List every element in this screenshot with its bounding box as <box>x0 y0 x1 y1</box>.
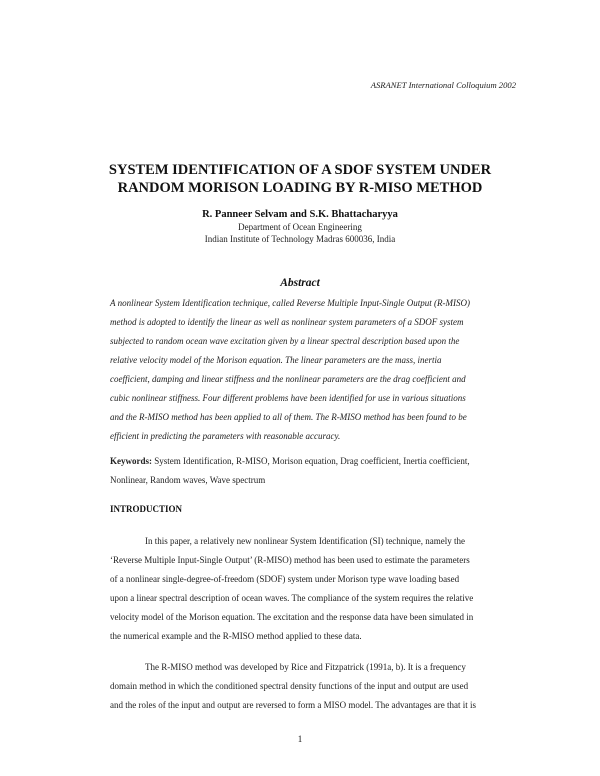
paragraph-line: upon a linear spectral description of ocean waves. The compliance of the system requires the relative <box>110 593 474 603</box>
abstract-line: relative velocity model of the Morison equation. The linear parameters are the mass, inertia <box>110 355 442 365</box>
abstract-line: coefficient, damping and linear stiffness and the nonlinear parameters are the drag coefficient and <box>110 374 466 384</box>
page-number: 1 <box>297 734 303 744</box>
paragraph-line: In this paper, a relatively new nonlinear System Identification (SI) technique, namely the <box>145 536 466 546</box>
paragraph-line: of a nonlinear single-degree-of-freedom (SDOF) system under Morison type wave loading based <box>110 574 460 584</box>
abstract-line: method is adopted to identify the linear as well as nonlinear system parameters of a SDOF system <box>110 317 464 327</box>
abstract-heading: Abstract <box>280 277 320 289</box>
keywords-label: Keywords: <box>110 456 152 466</box>
paragraph-line: the numerical example and the R-MISO method applied to these data. <box>110 631 362 641</box>
title-line: RANDOM MORISON LOADING BY R-MISO METHOD <box>117 180 483 196</box>
keywords-text: System Identification, R-MISO, Morison equation, Drag coefficient, Inertia coefficient, <box>154 456 470 466</box>
affiliation-department: Department of Ocean Engineering <box>238 222 362 232</box>
paper-title <box>60 161 540 197</box>
keywords <box>110 456 470 466</box>
running-header: ASRANET International Colloquium 2002 <box>370 80 516 90</box>
keywords-line: Nonlinear, Random waves, Wave spectrum <box>110 475 266 485</box>
paragraph-line: and the roles of the input and output are reversed to form a MISO model. The advantages are that it is <box>110 700 476 710</box>
paragraph-line: The R-MISO method was developed by Rice and Fitzpatrick (1991a, b). It is a frequency <box>145 662 466 672</box>
abstract-line: subjected to random ocean wave excitation given by a linear spectral description based upon the <box>110 336 460 346</box>
abstract-line: A nonlinear System Identification technique, called Reverse Multiple Input-Single Output (R-MISO) <box>110 298 470 308</box>
title-line: SYSTEM IDENTIFICATION OF A SDOF SYSTEM UNDER <box>108 162 492 178</box>
paragraph-line: domain method in which the conditioned spectral density functions of the input and output are used <box>110 681 469 691</box>
affiliation-institute: Indian Institute of Technology Madras 600036, India <box>204 234 396 244</box>
paragraph-line: ‘Reverse Multiple Input-Single Output’ (R-MISO) method has been used to estimate the parameters <box>110 555 470 565</box>
abstract-line: cubic nonlinear stiffness. Four different problems have been identified for use in various situations <box>110 393 466 403</box>
abstract-line: efficient in predicting the parameters with reasonable accuracy. <box>110 431 341 441</box>
paragraph-line: velocity model of the Morison equation. The excitation and the response data have been simulated in <box>110 612 474 622</box>
authors: R. Panneer Selvam and S.K. Bhattacharyya <box>202 209 398 220</box>
abstract-line: and the R-MISO method has been applied to all of them. The R-MISO method has been found to be <box>110 412 467 422</box>
section-heading-introduction: INTRODUCTION <box>110 504 183 514</box>
